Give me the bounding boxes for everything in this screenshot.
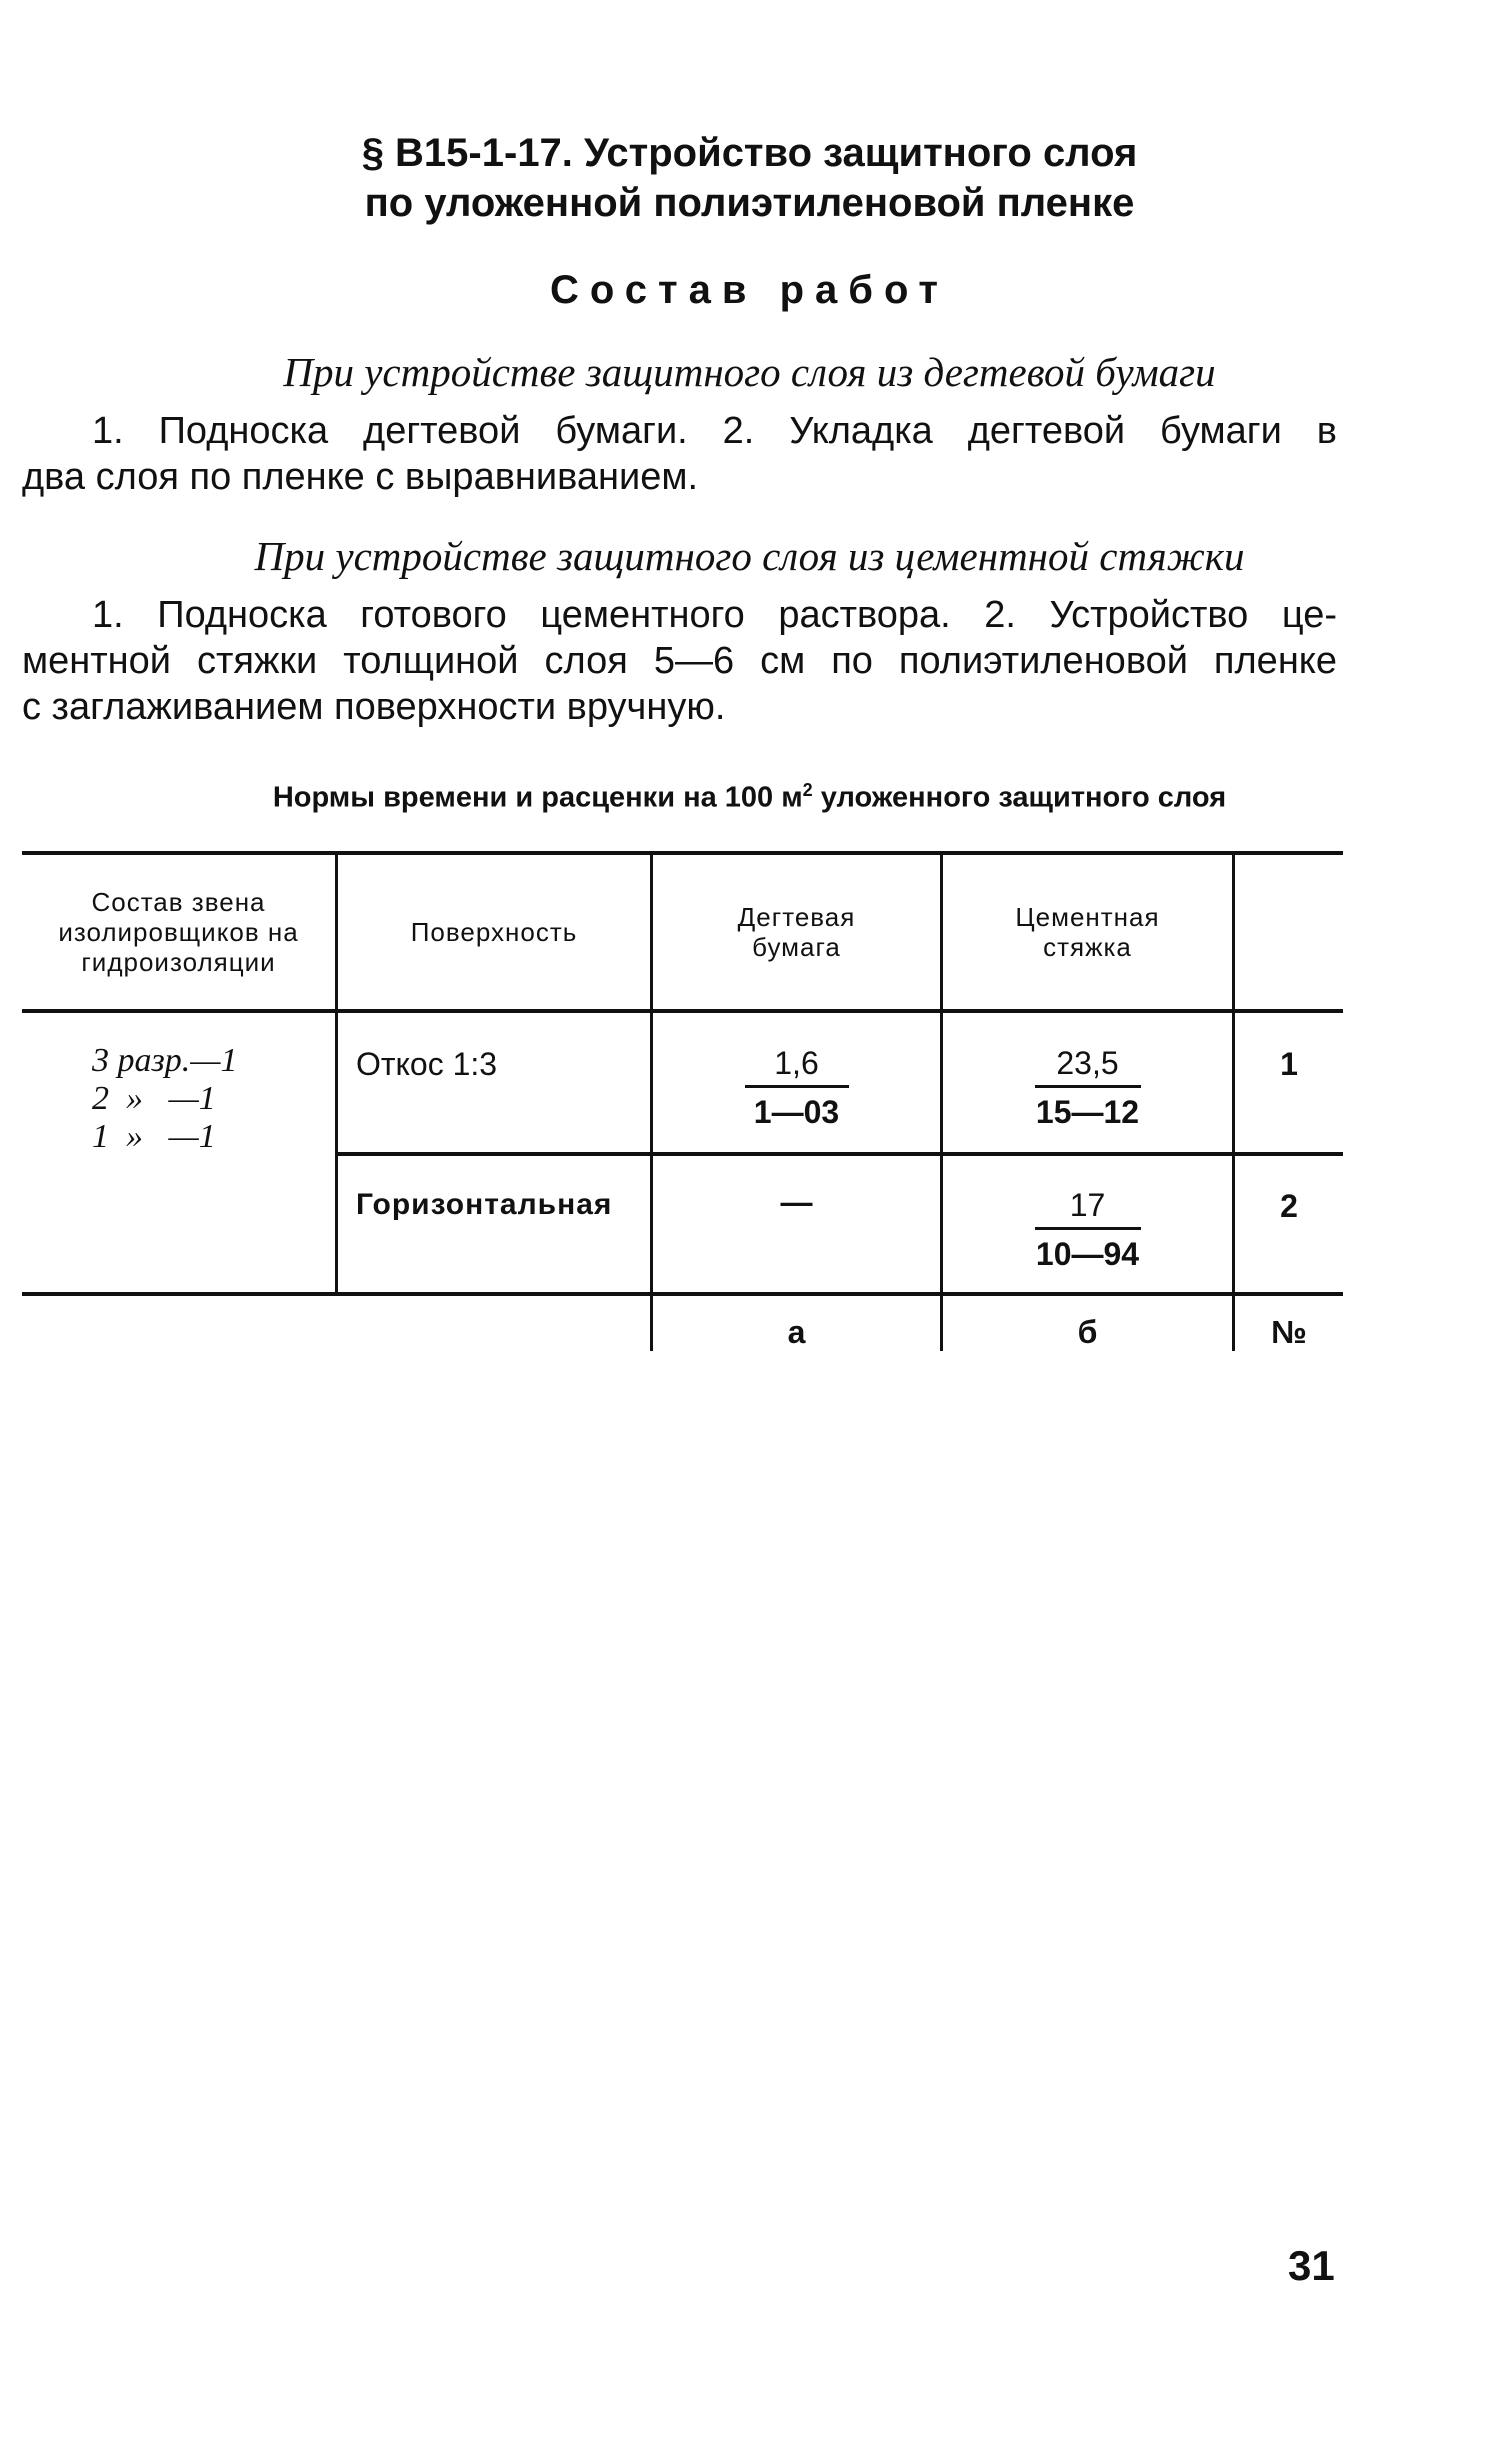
row-1-tar-paper-value <box>653 1043 940 1132</box>
row-2-number: 2 <box>1280 1188 1298 1224</box>
section-title-line-1: § В15-1-17. Устройство защитного слоя <box>361 131 1138 175</box>
header-crew: Состав звена изолировщиков на гидроизоляции <box>58 887 299 977</box>
table-bottom-rule <box>22 1292 1343 1296</box>
row-1-tar-paper-time: 1,6 <box>774 1045 819 1081</box>
tar-paper-line-1: 1. Подноска дегтевой бумаги. 2. Укладка дегтевой бумаги в <box>92 410 1337 452</box>
table-row-divider <box>335 1152 1343 1156</box>
section-title <box>0 128 1499 228</box>
table-header-rule <box>22 1009 1343 1013</box>
footer-column-a: а <box>787 1314 806 1350</box>
table-caption-tail: уложенного защитного слоя <box>812 781 1227 814</box>
row-1-tar-paper-fraction-bar <box>745 1085 849 1088</box>
cement-screed-subheading: При устройстве защитного слоя из цементной стяжки <box>254 533 1245 579</box>
footer-column-b: б <box>1077 1314 1098 1350</box>
row-1-number: 1 <box>1280 1046 1298 1082</box>
row-1-cement-time: 23,5 <box>1056 1045 1119 1081</box>
row-2-cement-fraction-bar <box>1035 1227 1141 1230</box>
table-caption-main: Нормы времени и расценки на 100 м <box>272 781 803 814</box>
tar-paper-line-2: два слоя по пленке с выравниванием. <box>22 456 699 498</box>
row-1-surface: Откос 1:3 <box>356 1046 498 1082</box>
table-caption <box>0 780 1499 815</box>
cement-screed-line-2: ментной стяжки толщиной слоя 5—6 см по полиэтиленовой пленке <box>22 640 1337 682</box>
tar-paper-subheading: При устройстве защитного слоя из дегтевой бумаги <box>283 349 1216 395</box>
crew-row-grade-1: 1 » —1 <box>92 1118 216 1155</box>
crew-row-grade-2: 2 » —1 <box>92 1080 216 1117</box>
header-surface: Поверхность <box>410 917 578 947</box>
row-2-surface: Горизонтальная <box>356 1188 613 1221</box>
work-composition-heading: Состав работ <box>550 268 949 312</box>
tar-paper-paragraph <box>22 408 1337 500</box>
page-number: 31 <box>1288 2242 1335 2289</box>
row-1-tar-paper-rate: 1—03 <box>753 1094 840 1130</box>
table-caption-superscript: 2 <box>802 780 813 800</box>
header-number <box>1235 855 1343 1009</box>
section-title-line-2: по уложенной полиэтиленовой пленке <box>364 181 1135 225</box>
row-2-cement-time: 17 <box>1069 1187 1106 1223</box>
crew-row-grade-3: 3 разр.—1 <box>92 1042 238 1079</box>
header-tar-paper: Дегтевая бумага <box>737 902 856 962</box>
crew-composition <box>92 1042 238 1156</box>
row-1-cement-rate: 15—12 <box>1035 1094 1140 1130</box>
header-cement-screed: Цементная стяжка <box>1015 902 1160 962</box>
row-1-cement-fraction-bar <box>1035 1085 1141 1088</box>
cement-screed-line-3: с заглаживанием поверхности вручную. <box>22 686 726 728</box>
row-1-cement-value <box>943 1043 1232 1132</box>
cement-screed-line-1: 1. Подноска готового цементного раствора. 2. Устройство це- <box>92 594 1337 636</box>
row-2-cement-rate: 10—94 <box>1035 1236 1140 1272</box>
footer-column-number: № <box>1271 1314 1307 1350</box>
row-2-cement-value <box>943 1185 1232 1274</box>
cement-screed-paragraph <box>22 592 1337 730</box>
row-2-tar-paper-dash: — <box>780 1184 813 1220</box>
